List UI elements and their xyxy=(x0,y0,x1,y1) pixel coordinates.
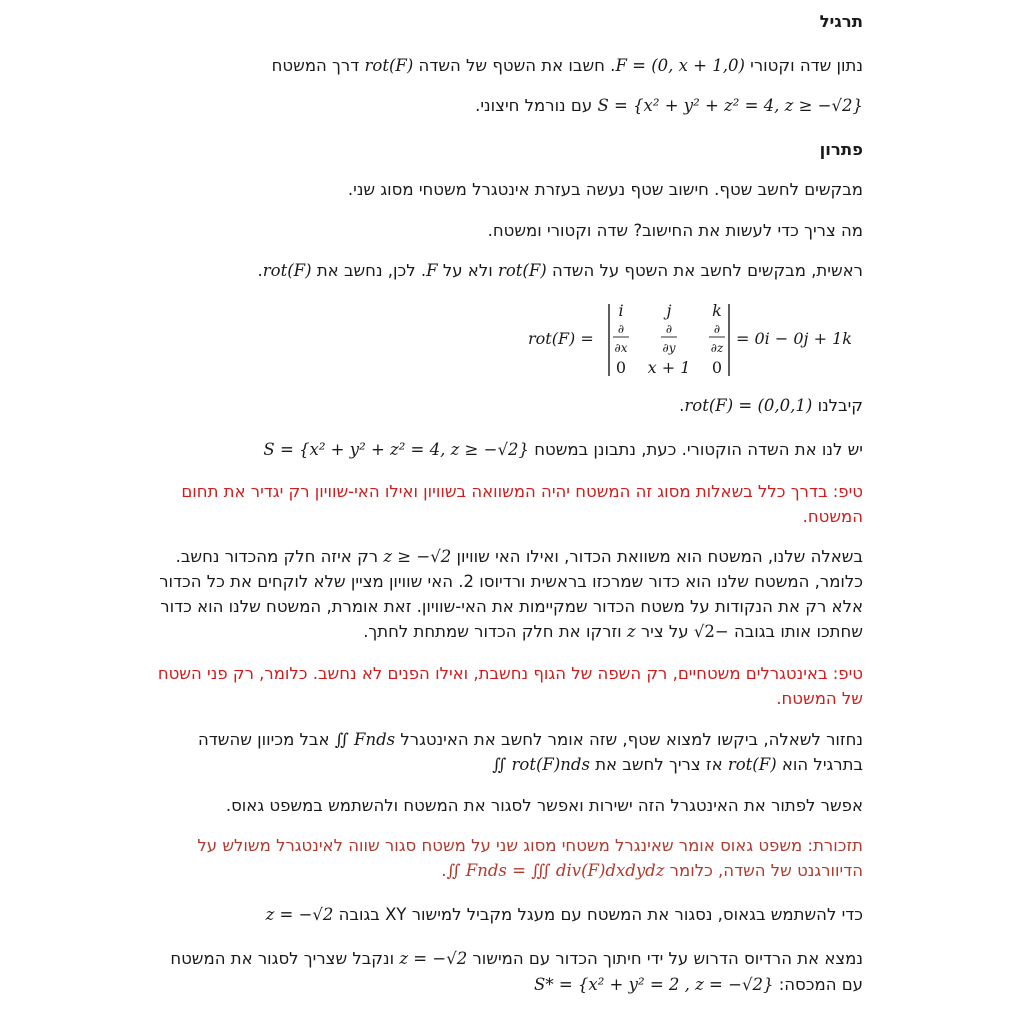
matrix-partial-den: ∂y xyxy=(662,341,676,355)
text: הדיוורגנט של השדה, כלומר xyxy=(664,861,863,880)
matrix-cell: k xyxy=(712,301,722,320)
math-z: z xyxy=(626,622,636,641)
reminder-line-2 xyxy=(441,859,863,883)
text: . חשבו את השטף של השדה xyxy=(413,56,616,75)
paragraph-10-line-2 xyxy=(534,973,863,997)
math-rot: rot(F) xyxy=(497,261,547,280)
matrix-partial: ∂ xyxy=(713,322,721,336)
text: שחתכו אותו בגובה xyxy=(728,622,863,641)
text: . xyxy=(679,396,685,415)
text: בשאלה שלנו, המשטח הוא משוואת הכדור, ואילו האי שוויון xyxy=(451,547,863,566)
problem-line-2 xyxy=(475,94,863,118)
tip-2-line-2: של המשטח. xyxy=(776,689,863,708)
text: אבל מכיוון שהשדה xyxy=(197,730,335,749)
text: ונקבל שצריך לסגור את המשטח xyxy=(170,949,400,968)
math-integral: ∬ Fnds xyxy=(334,730,396,749)
paragraph-9 xyxy=(266,903,863,927)
text: וזרקו את חלק הכדור שמתחת לחתך. xyxy=(363,622,627,641)
math-surface-set: S = {x² + y² + z² = 4, z ≥ −√2} xyxy=(597,96,863,115)
matrix-cell: x + 1 xyxy=(647,358,691,377)
paragraph-6-line-3: אלא רק את הנקודות על משטח הכדור שמקיימות את האי-שוויון. זאת אומרת, המשטח שלנו הוא כדור xyxy=(160,597,863,616)
problem-line-1 xyxy=(272,54,863,78)
text: . xyxy=(441,861,447,880)
text: נמצא את הרדיוס הדרוש על ידי חיתוך הכדור עם המישור xyxy=(467,949,863,968)
math-integral: ∬ rot(F)nds xyxy=(492,755,590,774)
curl-determinant-equation xyxy=(520,298,860,380)
matrix-partial: ∂ xyxy=(665,322,673,336)
math-rot: rot(F) xyxy=(364,56,414,75)
matrix-partial-den: ∂x xyxy=(614,341,628,355)
math-surface-set: S = {x² + y² + z² = 4, z ≥ −√2} xyxy=(263,440,529,459)
text: על ציר xyxy=(635,622,694,641)
math-plane: z = −√2 xyxy=(399,949,468,968)
paragraph-2: מה צריך כדי לעשות את החישוב? שדה וקטורי ומשטח. xyxy=(487,221,863,240)
matrix-cell: 0 xyxy=(615,358,627,377)
exercise-title: תרגיל xyxy=(819,12,863,31)
paragraph-6-line-2: כלומר, המשטח שלנו הוא כדור שמרכזו בראשית ורדיוסו 2. האי שוויון מציין שלא לוקחים את כל הכדור xyxy=(159,572,863,591)
matrix-cell: j xyxy=(666,301,672,320)
text: נתון שדה וקטורי xyxy=(744,56,863,75)
matrix-rhs: = 0i − 0j + 1k xyxy=(736,329,852,348)
text: נחזור לשאלה, ביקשו למצוא שטף, שזה אומר לחשב את האינטגרל xyxy=(395,730,863,749)
matrix-partial-den: ∂z xyxy=(710,341,724,355)
tip-1-line-1: טיפ: בדרך כלל בשאלות מסוג זה המשטח יהיה המשוואה בשוויון ואילו האי-שוויון רק יגדיר את תחום xyxy=(181,482,863,501)
math-rot-result: rot(F) = (0,0,1) xyxy=(684,396,813,415)
paragraph-3 xyxy=(258,259,863,283)
text: אז צריך לחשב את xyxy=(589,755,728,774)
math-rot: rot(F) xyxy=(262,261,312,280)
text: קיבלנו xyxy=(812,396,863,415)
text: . xyxy=(257,261,263,280)
text: בתרגיל הוא xyxy=(776,755,863,774)
math-cap-set: S* = {x² + y² = 2 , z = −√2} xyxy=(534,975,774,994)
determinant-svg xyxy=(520,298,860,380)
math-f: F xyxy=(426,261,438,280)
math-field: F = (0, x + 1,0) xyxy=(615,56,745,75)
math-height: √2− xyxy=(693,622,729,641)
paragraph-6-line-1 xyxy=(176,545,863,569)
math-rot: rot(F) xyxy=(727,755,777,774)
tip-1-line-2: המשטח. xyxy=(802,507,863,526)
tip-2-line-1: טיפ: באינטגרלים משטחיים, רק השפה של הגוף נחשבת, ואילו הפנים לא נחשב. כלומר, רק פני השטח xyxy=(157,664,863,683)
paragraph-1: מבקשים לחשב שטף. חישוב שטף נעשה בעזרת אינטגרל משטחי מסוג שני. xyxy=(347,180,863,199)
text: ראשית, מבקשים לחשב את השטף על השדה xyxy=(546,261,863,280)
paragraph-7-line-2 xyxy=(492,753,863,777)
text: עם נורמל חיצוני. xyxy=(475,96,598,115)
paragraph-7-line-1 xyxy=(198,728,863,752)
paragraph-8: אפשר לפתור את האינטגרל הזה ישירות ואפשר לסגור את המשטח ולהשתמש במשפט גאוס. xyxy=(225,796,863,815)
text: כדי להשתמש בגאוס, נסגור את המשטח עם מעגל מקביל למישור XY בגובה xyxy=(333,905,863,924)
text: . לכן, נחשב את xyxy=(311,261,427,280)
math-plane: z = −√2 xyxy=(265,905,334,924)
solution-title: פתרון xyxy=(819,140,863,159)
math-inequality: z ≥ −√2 xyxy=(383,547,452,566)
math-gauss-theorem: ∬ Fnds = ∭ div(F)dxdydz xyxy=(446,861,665,880)
matrix-lhs: rot(F) = xyxy=(528,329,594,348)
paragraph-5 xyxy=(263,438,863,462)
matrix-partial: ∂ xyxy=(617,322,625,336)
text: יש לנו את השדה הוקטורי. כעת, נתבונן במשטח xyxy=(528,440,863,459)
text: עם המכסה: xyxy=(773,975,863,994)
matrix-cell: i xyxy=(618,301,624,320)
text: דרך המשטח xyxy=(271,56,365,75)
reminder-line-1: תזכורת: משפט גאוס אומר שאינגרל משטחי מסוג שני על משטח סגור שווה לאינטגרל משולש על xyxy=(197,836,863,855)
text: רק איזה חלק מהכדור נחשב. xyxy=(175,547,384,566)
paragraph-10-line-1 xyxy=(170,947,863,971)
paragraph-4 xyxy=(679,394,863,418)
matrix-cell: 0 xyxy=(711,358,723,377)
paragraph-6-line-4 xyxy=(363,620,863,644)
text: ולא על xyxy=(437,261,498,280)
